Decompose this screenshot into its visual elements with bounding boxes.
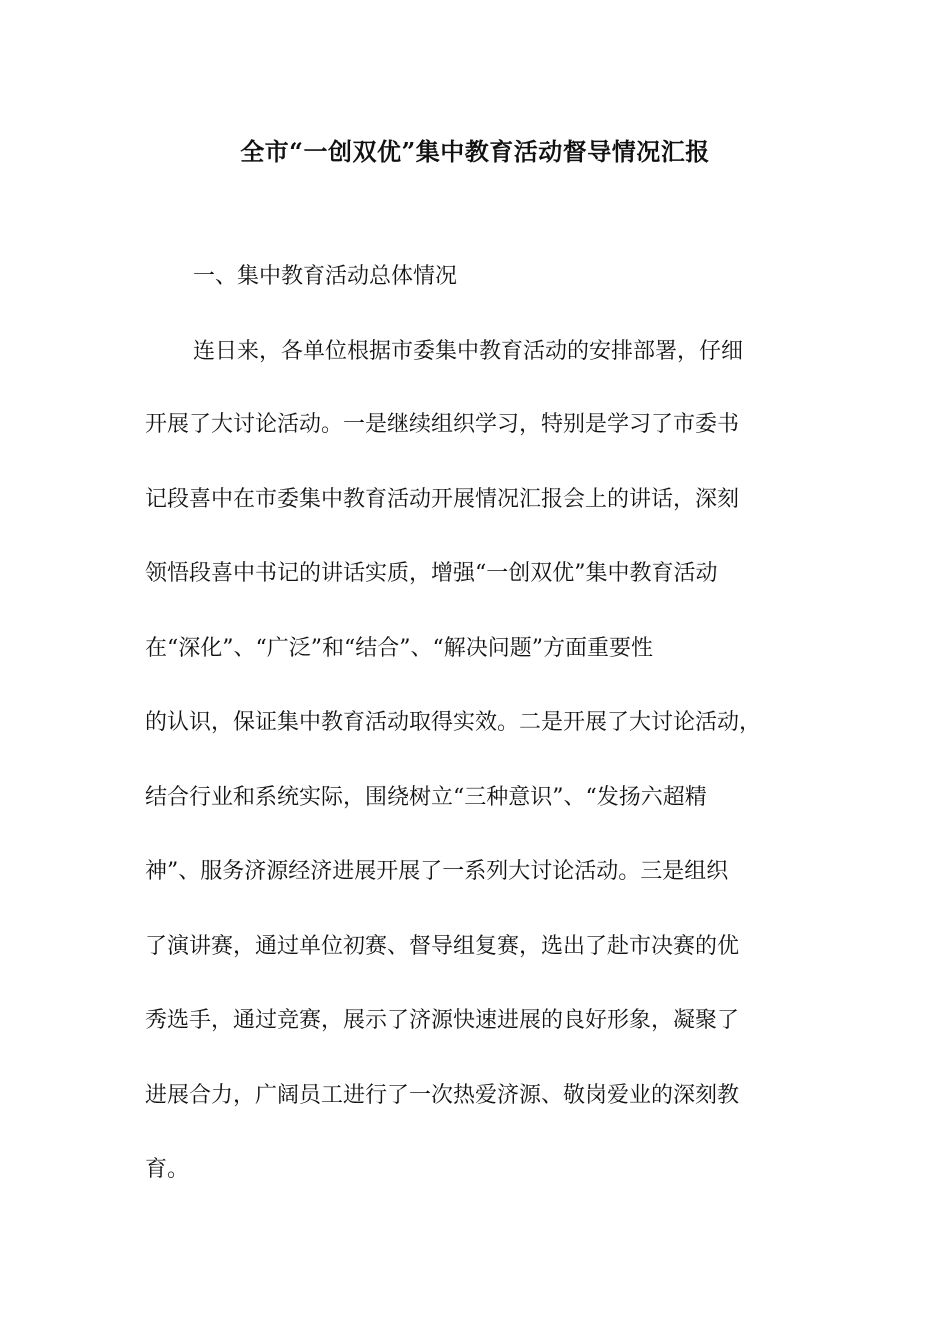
document-title: 全市“一创双优”集中教育活动督导情况汇报	[240, 137, 710, 166]
paragraph-line: 在“深化”、“广泛”和“结合”、“解决问题”方面重要性	[145, 636, 653, 661]
paragraph-line: 结合行业和系统实际，围绕树立“三种意识”、“发扬六超精	[145, 785, 707, 810]
paragraph-line: 育。	[145, 1157, 190, 1182]
paragraph-line: 秀选手，通过竞赛，展示了济源快速进展的良好形象，凝聚了	[145, 1008, 740, 1033]
paragraph-line: 领悟段喜中书记的讲话实质，增强“一创双优”集中教育活动	[145, 561, 718, 586]
paragraph-line: 了演讲赛，通过单位初赛、督导组复赛，选出了赴市决赛的优	[145, 934, 740, 959]
paragraph-line: 记段喜中在市委集中教育活动开展情况汇报会上的讲话，深刻	[145, 487, 740, 512]
section-heading: 一、集中教育活动总体情况	[193, 264, 458, 289]
paragraph-line: 神”、服务济源经济进展开展了一系列大讨论活动。三是组织	[145, 859, 729, 884]
paragraph-line: 进展合力，广阔员工进行了一次热爱济源、敬岗爱业的深刻教	[145, 1083, 740, 1108]
paragraph-line: 的认识，保证集中教育活动取得实效。二是开展了大讨论活动，	[145, 710, 762, 735]
paragraph-line: 开展了大讨论活动。一是继续组织学习，特别是学习了市委书	[145, 412, 740, 437]
paragraph-line: 连日来，各单位根据市委集中教育活动的安排部署，仔细	[193, 339, 744, 364]
